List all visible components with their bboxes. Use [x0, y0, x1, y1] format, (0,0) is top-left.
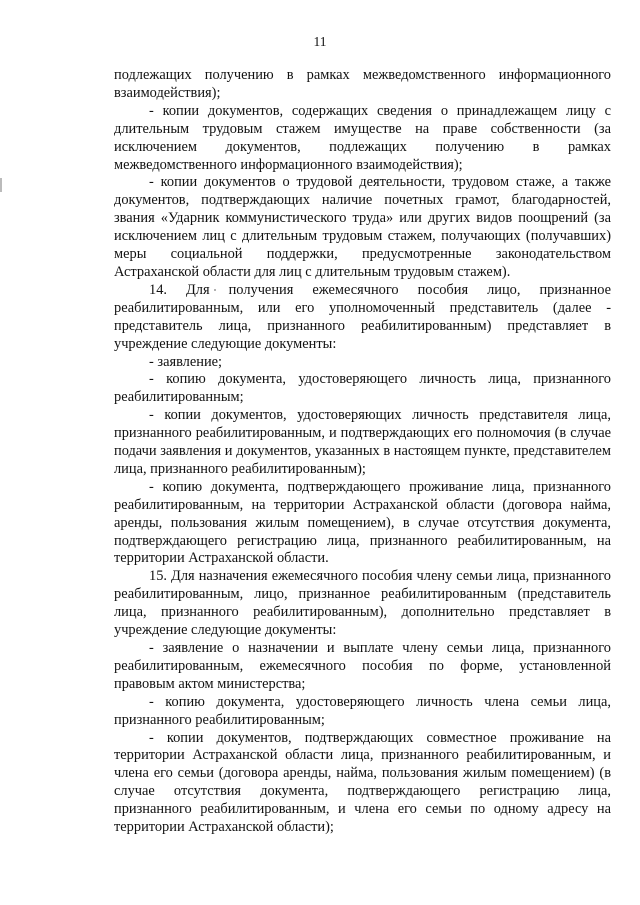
paragraph: - копию документа, удостоверяющего личность лица, признанного реабилитированным;: [114, 371, 611, 406]
scan-margin-mark: [0, 178, 2, 192]
paragraph: подлежащих получению в рамках межведомственного информационного взаимодействия);: [114, 67, 611, 101]
document-body: [114, 67, 611, 837]
paragraph: - копии документов о трудовой деятельности, трудовом стаже, а также документов, подтверждающих наличие почетных грамот, благодарностей, звания «Ударник коммунистического труда» или других видов поощрений (за исключением лиц с длительным трудовым стажем, получающих (получавших) меры социальной поддержки, предусмотренные законодательством Астраханской области для лиц с длительным трудовым стажем).: [114, 174, 611, 280]
paragraph: - копии документов, удостоверяющих личность представителя лица, признанного реабилитированным, и подтверждающих его полномочия (в случае подачи заявления и документов, указанных в настоящем пункте, представителем лица, признанного реабилитированным);: [114, 407, 611, 477]
page-number: 11: [313, 34, 327, 49]
paragraph: - копии документов, подтверждающих совместное проживание на территории Астраханской области лица, признанного реабилитированным, и члена его семьи (договора аренды, найма, пользования жилым помещением) (в случае отсутствия документа, подтверждающего регистрацию лица, признанного реабилитированным, и члена его семьи по одному адресу на территории Астраханской области);: [114, 729, 611, 836]
paragraph: 15. Для назначения ежемесячного пособия члену семьи лица, признанного реабилитированным, лицо, признанное реабилитированным (представитель лица, признанного реабилитированным), дополнительно представляет в учреждение следующие документы:: [114, 568, 611, 639]
paragraph: - заявление;: [149, 353, 223, 370]
paragraph: 14. Для получения ежемесячного пособия лицо, признанное реабилитированным, или его уполномоченный представитель (далее - представитель лица, признанного реабилитированным) представляет в учреждение следующие документы:: [114, 281, 611, 352]
paragraph: - копию документа, подтверждающего проживание лица, признанного реабилитированным, на территории Астраханской области (договора найма, аренды, пользования жилым помещением), в случае отсутствия документа, подтверждающего регистрацию лица, признанного реабилитированным, на территории Астраханской области.: [114, 478, 611, 567]
paragraph: - заявление о назначении и выплате члену семьи лица, признанного реабилитированным, ежемесячного пособия по форме, установленной правовым актом министерства;: [114, 640, 611, 692]
paragraph: - копию документа, удостоверяющего личность члена семьи лица, признанного реабилитированным;: [114, 693, 611, 728]
paragraph: - копии документов, содержащих сведения о принадлежащем лицу с длительным трудовым стажем имуществе на праве собственности (за исключением документов, подлежащих получению в рамках межведомственного информационного взаимодействия);: [114, 102, 611, 173]
